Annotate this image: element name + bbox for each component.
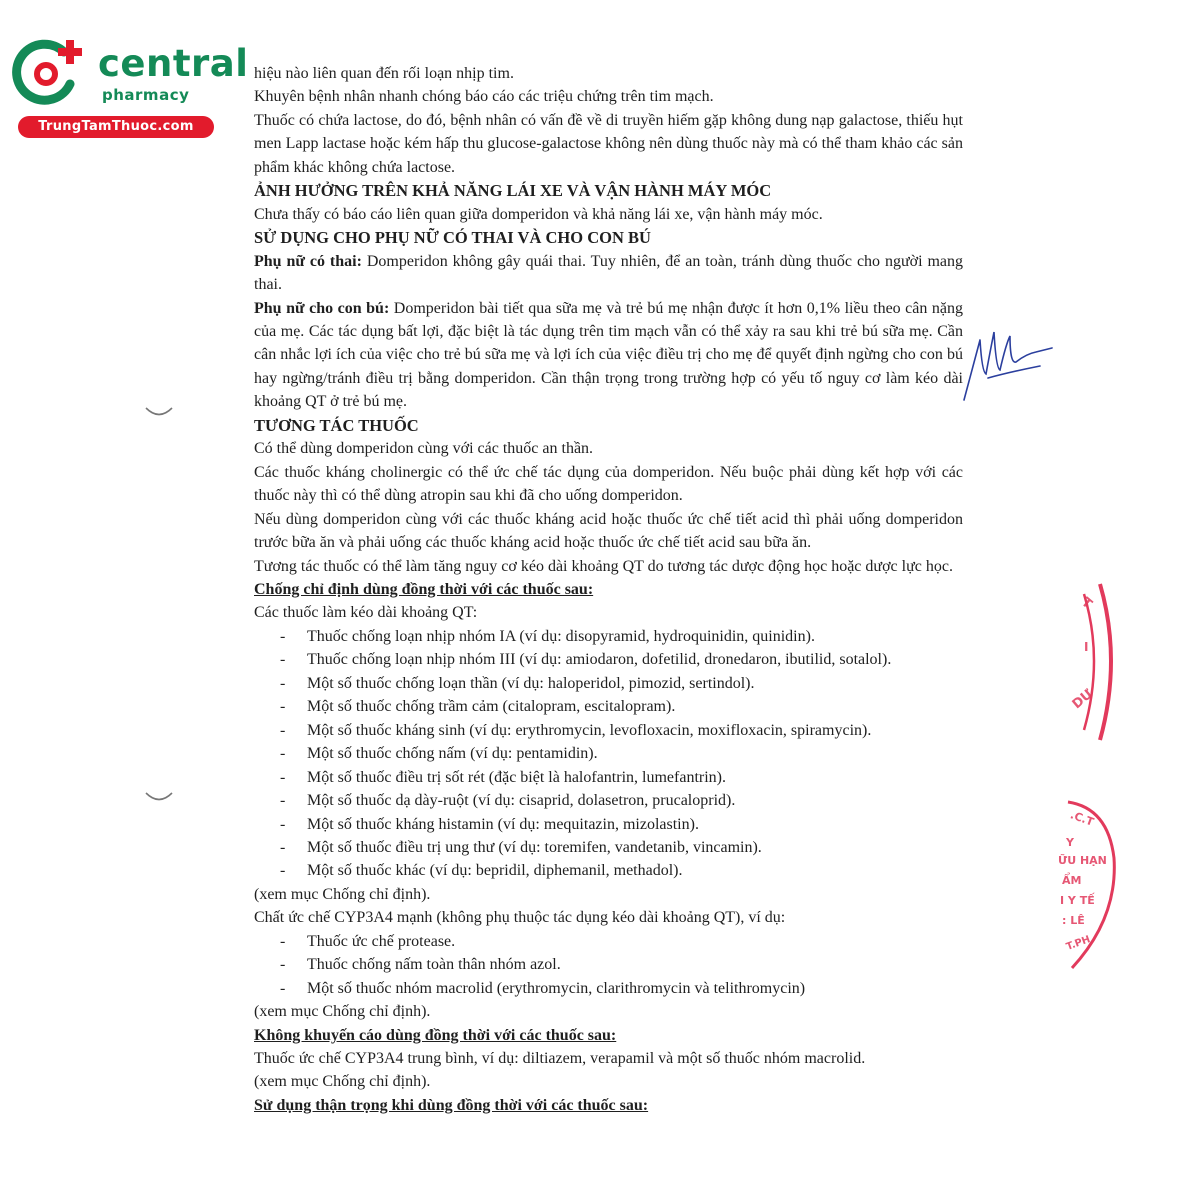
stamp-text: Y (1066, 836, 1074, 849)
paragraph: (xem mục Chống chỉ định). (254, 1073, 431, 1091)
paragraph: hiệu nào liên quan đến rối loạn nhịp tim. (254, 65, 514, 82)
stamp-text: T.PH (1064, 934, 1092, 953)
list-item: - Thuốc chống nấm toàn thân nhóm azol. (254, 953, 963, 976)
list-item: - Một số thuốc dạ dày-ruột (ví dụ: cisaprid, dolasetron, prucaloprid). (254, 789, 963, 812)
central-pharmacy-logo[interactable] (12, 38, 249, 138)
paragraph: Các thuốc làm kéo dài khoảng QT: (254, 604, 478, 622)
paragraph: Khuyên bệnh nhân nhanh chóng báo cáo các triệu chứng trên tim mạch. (254, 88, 714, 106)
stamp-text: I Y TẾ (1060, 894, 1095, 907)
section-heading-pregnancy: SỬ DỤNG CHO PHỤ NỮ CÓ THAI VÀ CHO CON BÚ (254, 228, 651, 248)
logo-brand-name: central (98, 42, 249, 85)
list-item: - Thuốc chống loạn nhịp nhóm IA (ví dụ: disopyramid, hydroquinidin, quinidin). (254, 625, 963, 648)
paragraph: Chưa thấy có báo cáo liên quan giữa domperidon và khả năng lái xe, vận hành máy móc. (254, 205, 823, 223)
section-heading-driving: ẢNH HƯỞNG TRÊN KHẢ NĂNG LÁI XE VÀ VẬN HÀNH MÁY MÓC (254, 181, 772, 201)
stamp-text: I (1084, 640, 1089, 654)
stamp-text: ẨM (1062, 874, 1082, 887)
list-item: - Một số thuốc kháng sinh (ví dụ: erythromycin, levofloxacin, moxifloxacin, spiramycin). (254, 719, 963, 742)
list-item: - Một số thuốc chống trầm cảm (citalopram, escitalopram). (254, 695, 963, 718)
logo-site-badge[interactable]: TrungTamThuoc.com (18, 116, 214, 138)
paragraph: Nếu dùng domperidon cùng với các thuốc kháng acid hoặc thuốc ức chế tiết acid thì phải uống domperidon trước bữa ăn và phải uống các thuốc kháng acid hoặc thuốc ức chế tiết acid sau bữa ăn. (254, 510, 963, 552)
stamp-text: ỮU HẠN (1058, 854, 1107, 867)
signature-scribble (960, 322, 1055, 404)
cyp-drug-list (254, 930, 963, 1000)
list-item: - Một số thuốc chống nấm (ví dụ: pentamidin). (254, 742, 963, 765)
list-item: - Thuốc ức chế protease. (254, 930, 963, 953)
paragraph-pregnant (254, 250, 963, 297)
subheading-contraindicated: Chống chỉ định dùng đồng thời với các thuốc sau: (254, 580, 594, 598)
section-heading-interactions: TƯƠNG TÁC THUỐC (254, 415, 419, 435)
document-body (254, 62, 963, 1117)
pregnant-label: Phụ nữ có thai: (254, 252, 362, 270)
binder-hole-mark (144, 790, 174, 804)
paragraph: (xem mục Chống chỉ định). (254, 1003, 431, 1021)
paragraph: Có thể dùng domperidon cùng với các thuốc an thần. (254, 440, 594, 458)
list-item: - Một số thuốc điều trị ung thư (ví dụ: toremifen, vandetanib, vincamin). (254, 836, 963, 859)
paragraph: Thuốc có chứa lactose, do đó, bệnh nhân có vấn đề về di truyền hiếm gặp không dung nạp galactose, thiếu hụt men Lapp lactase hoặc kém hấp thu glucose-galactose không nên dùng thuốc này mà có thể tham khảo các sản phẩm khác không chứa lactose. (254, 111, 963, 176)
paragraph: Các thuốc kháng cholinergic có thể ức chế tác dụng của domperidon. Nếu buộc phải dùng kết hợp với các thuốc này thì có thể dùng atropin sau khi đã cho uống domperidon. (254, 463, 963, 505)
logo-brand-sub: pharmacy (102, 86, 190, 104)
stamp-text: .C.T (1068, 808, 1096, 829)
stamp-text: DƯ (1069, 686, 1096, 713)
list-item: - Thuốc chống loạn nhịp nhóm III (ví dụ: amiodaron, dofetilid, dronedaron, ibutilid, sotalol). (254, 648, 963, 671)
paragraph: (xem mục Chống chỉ định). (254, 885, 431, 903)
paragraph: Chất ức chế CYP3A4 mạnh (không phụ thuộc tác dụng kéo dài khoảng QT), ví dụ: (254, 909, 786, 927)
qt-drug-list (254, 625, 963, 883)
list-item: - Một số thuốc nhóm macrolid (erythromycin, clarithromycin và telithromycin) (254, 977, 963, 1000)
stamp-text: : LÊ (1062, 914, 1085, 927)
paragraph: Tương tác thuốc có thể làm tăng nguy cơ kéo dài khoảng QT do tương tác dược động học hoặc dược lực học. (254, 557, 953, 575)
list-item: - Một số thuốc khác (ví dụ: bepridil, diphemanil, methadol). (254, 859, 963, 882)
list-item: - Một số thuốc điều trị sốt rét (đặc biệt là halofantrin, lumefantrin). (254, 766, 963, 789)
paragraph: Thuốc ức chế CYP3A4 trung bình, ví dụ: diltiazem, verapamil và một số thuốc nhóm macrolid. (254, 1050, 866, 1068)
pharmacy-logo-icon (12, 38, 88, 108)
stamp-fragment-bottom (1058, 798, 1128, 973)
list-item: - Một số thuốc kháng histamin (ví dụ: mequitazin, mizolastin). (254, 813, 963, 836)
nursing-text: Domperidon bài tiết qua sữa mẹ và trẻ bú mẹ nhận được ít hơn 0,1% liều theo cân nặng của mẹ. Các tác dụng bất lợi, đặc biệt là tác dụng trên tim mạch vẫn có thể xảy ra sau khi trẻ bú sữa mẹ. Cần cân nhắc lợi ích của việc cho trẻ bú sữa mẹ và lợi ích của việc điều trị cho mẹ để quyết định ngừng cho con bú hay ngừng/tránh điều trị bằng domperidon. Cần thận trọng trong trường hợp có yếu tố nguy cơ làm kéo dài khoảng QT ở trẻ bú mẹ. (254, 299, 964, 411)
binder-hole-mark (144, 405, 174, 419)
stamp-fragment-top (1060, 580, 1120, 745)
nursing-label: Phụ nữ cho con bú: (254, 299, 390, 317)
pregnant-text: Domperidon không gây quái thai. Tuy nhiên, để an toàn, tránh dùng thuốc cho người mang thai. (254, 252, 964, 294)
stamp-text: T (1078, 594, 1095, 613)
paragraph-nursing (254, 297, 963, 414)
subheading-caution: Sử dụng thận trọng khi dùng đồng thời với các thuốc sau: (254, 1096, 649, 1114)
subheading-not-recommended: Không khuyến cáo dùng đồng thời với các thuốc sau: (254, 1026, 617, 1044)
list-item: - Một số thuốc chống loạn thần (ví dụ: haloperidol, pimozid, sertindol). (254, 672, 963, 695)
